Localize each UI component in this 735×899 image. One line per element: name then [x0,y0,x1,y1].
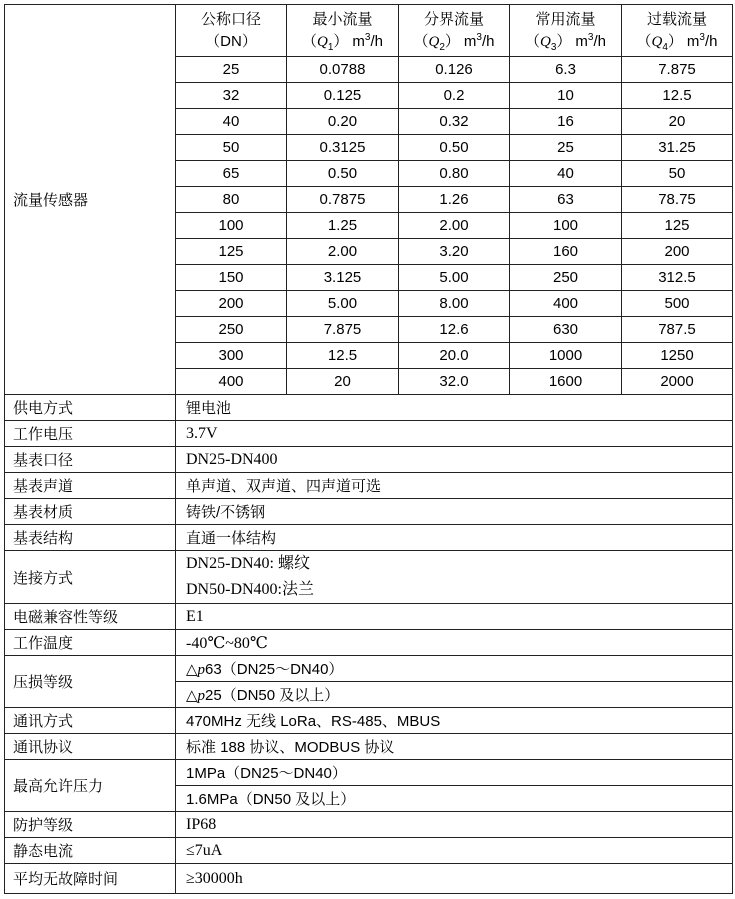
flow-cell: 25 [510,135,622,161]
unit-base: m [686,32,700,50]
flow-cell: 312.5 [622,265,733,291]
col-header-unit [287,31,398,53]
paren: （ [636,32,652,50]
flow-cell: 3.20 [399,239,510,265]
spec-value: -40℃~80℃ [176,630,733,656]
paren: ） [556,32,572,50]
flow-cell: 32.0 [399,369,510,395]
unit-rest: /h [593,32,606,50]
spec-row-max-pressure [5,760,733,786]
spec-label: 连接方式 [5,551,176,604]
q-subscript: 3 [550,41,557,53]
flow-cell-dn: 150 [176,265,287,291]
spec-row-pressure-loss [5,656,733,682]
spec-label: 供电方式 [5,395,176,421]
flow-cell: 630 [510,317,622,343]
spec-value-text: 25（DN50 及以上） [205,687,340,704]
col-header-transition-flow [399,5,510,57]
flow-cell: 200 [622,239,733,265]
flow-cell: 0.50 [399,135,510,161]
col-header-unit [510,31,621,53]
spec-label: 通讯协议 [5,734,176,760]
unit-exponent: 3 [364,31,371,43]
q-symbol: Q [428,33,440,50]
flow-cell-dn: 100 [176,213,287,239]
spec-label: 平均无故障时间 [5,864,176,894]
spec-value: DN25-DN400 [176,447,733,473]
q-symbol: Q [540,33,551,50]
unit-base: m [463,32,477,50]
spec-row-material [5,499,733,525]
flow-cell-dn: 65 [176,161,287,187]
flow-cell: 2.00 [287,239,399,265]
p-symbol: p [197,662,206,678]
q-symbol: Q [317,33,328,50]
sensor-label-cell: 流量传感器 [5,5,176,395]
col-header-title: 过载流量 [646,10,707,28]
flow-cell: 1250 [622,343,733,369]
flow-cell: 16 [510,109,622,135]
paren: （ [301,32,317,50]
flow-cell: 50 [622,161,733,187]
spec-value: ≤7uA [176,838,733,864]
q-symbol: Q [651,33,663,50]
flow-cell: 1.25 [287,213,399,239]
flow-cell: 0.126 [399,57,510,83]
col-header-dn [176,5,287,57]
spec-row-ip-rating [5,812,733,838]
spec-value: 直通一体结构 [176,525,733,551]
col-header-dn-title: 公称口径 [200,10,261,28]
flow-cell-dn: 40 [176,109,287,135]
flow-cell: 40 [510,161,622,187]
flow-cell-dn: 80 [176,187,287,213]
col-header-title: 常用流量 [535,10,596,28]
flow-cell: 5.00 [399,265,510,291]
flow-cell: 160 [510,239,622,265]
col-header-unit [622,31,732,53]
flow-cell: 20.0 [399,343,510,369]
flow-cell: 125 [622,213,733,239]
flow-cell: 20 [622,109,733,135]
spec-value [176,656,733,682]
spec-sheet [4,4,733,894]
paren: ） [667,32,683,50]
spec-label: 工作温度 [5,630,176,656]
flow-cell: 0.20 [287,109,399,135]
spec-value-line: DN50-DN400:法兰 [186,581,314,598]
spec-label: 压损等级 [5,656,176,708]
delta-symbol: △ [186,661,198,678]
spec-value: 标准 188 协议、MODBUS 协议 [176,734,733,760]
spec-label: 最高允许压力 [5,760,176,812]
spec-row-power [5,395,733,421]
spec-value-text: 63（DN25～DN40） [205,661,344,678]
spec-label: 基表口径 [5,447,176,473]
spec-label: 基表材质 [5,499,176,525]
unit-rest: /h [704,32,718,50]
spec-row-emc [5,604,733,630]
flow-cell: 12.5 [287,343,399,369]
spec-value: ≥30000h [176,864,733,894]
q-subscript: 1 [327,41,334,53]
col-header-title: 最小流量 [312,10,373,28]
flow-cell: 7.875 [287,317,399,343]
flow-cell: 0.50 [287,161,399,187]
unit-rest: /h [370,32,383,50]
spec-label: 防护等级 [5,812,176,838]
delta-symbol: △ [186,687,198,704]
flow-cell: 7.875 [622,57,733,83]
spec-row-static-current [5,838,733,864]
unit-exponent: 3 [476,31,482,43]
flow-cell-dn: 250 [176,317,287,343]
flow-header-row [5,5,733,57]
spec-value [176,682,733,708]
spec-value: 铸铁/不锈钢 [176,499,733,525]
col-header-common-flow [510,5,622,57]
unit-rest: /h [481,32,495,50]
spec-row-structure [5,525,733,551]
flow-cell: 0.2 [399,83,510,109]
flow-cell: 12.5 [622,83,733,109]
spec-label: 静态电流 [5,838,176,864]
spec-row-connection [5,551,733,604]
paren: （ [524,32,540,50]
spec-value: IP68 [176,812,733,838]
flow-cell: 31.25 [622,135,733,161]
spec-row-channels [5,473,733,499]
flow-cell: 1000 [510,343,622,369]
col-header-min-flow [287,5,399,57]
paren: ） [333,32,349,50]
flow-cell-dn: 50 [176,135,287,161]
spec-table [4,4,733,894]
spec-value: 470MHz 无线 LoRa、RS-485、MBUS [176,708,733,734]
p-symbol: p [197,688,206,704]
spec-label: 基表结构 [5,525,176,551]
flow-cell: 0.0788 [287,57,399,83]
unit-exponent: 3 [699,31,705,43]
flow-cell: 0.125 [287,83,399,109]
flow-cell-dn: 32 [176,83,287,109]
q-subscript: 2 [439,41,445,53]
flow-cell: 0.3125 [287,135,399,161]
flow-cell: 2000 [622,369,733,395]
flow-cell: 0.32 [399,109,510,135]
flow-cell-dn: 400 [176,369,287,395]
flow-cell: 6.3 [510,57,622,83]
flow-cell: 3.125 [287,265,399,291]
spec-row-temperature [5,630,733,656]
spec-value [176,551,733,604]
col-header-unit [399,31,509,53]
flow-cell: 400 [510,291,622,317]
unit-base: m [352,32,365,50]
col-header-title: 分界流量 [423,10,484,28]
spec-label: 通讯方式 [5,708,176,734]
flow-cell-dn: 300 [176,343,287,369]
flow-cell-dn: 200 [176,291,287,317]
flow-cell: 8.00 [399,291,510,317]
flow-cell-dn: 25 [176,57,287,83]
spec-row-voltage [5,421,733,447]
spec-value: E1 [176,604,733,630]
spec-label: 电磁兼容性等级 [5,604,176,630]
spec-value: 3.7V [176,421,733,447]
flow-cell: 0.80 [399,161,510,187]
spec-value-line: DN25-DN40: 螺纹 [186,555,310,572]
spec-label: 基表声道 [5,473,176,499]
spec-value: 锂电池 [176,395,733,421]
spec-value: 单声道、双声道、四声道可选 [176,473,733,499]
flow-cell: 100 [510,213,622,239]
paren: ） [444,32,460,50]
q-subscript: 4 [662,41,668,53]
spec-row-mtbf [5,864,733,894]
spec-value: 1MPa（DN25～DN40） [176,760,733,786]
flow-cell: 1.26 [399,187,510,213]
spec-row-meter-diameter [5,447,733,473]
col-header-overload-flow [622,5,733,57]
spec-label: 工作电压 [5,421,176,447]
flow-cell: 78.75 [622,187,733,213]
flow-cell: 20 [287,369,399,395]
flow-cell: 63 [510,187,622,213]
flow-cell: 2.00 [399,213,510,239]
flow-cell: 0.7875 [287,187,399,213]
flow-cell: 1600 [510,369,622,395]
spec-row-protocol [5,734,733,760]
col-header-dn-unit: （DN） [205,32,257,50]
spec-value: 1.6MPa（DN50 及以上） [176,786,733,812]
flow-cell: 12.6 [399,317,510,343]
flow-cell-dn: 125 [176,239,287,265]
unit-exponent: 3 [587,31,594,43]
spec-row-communication [5,708,733,734]
paren: （ [413,32,429,50]
flow-cell: 5.00 [287,291,399,317]
flow-cell: 250 [510,265,622,291]
flow-cell: 10 [510,83,622,109]
flow-cell: 787.5 [622,317,733,343]
unit-base: m [575,32,588,50]
flow-cell: 500 [622,291,733,317]
